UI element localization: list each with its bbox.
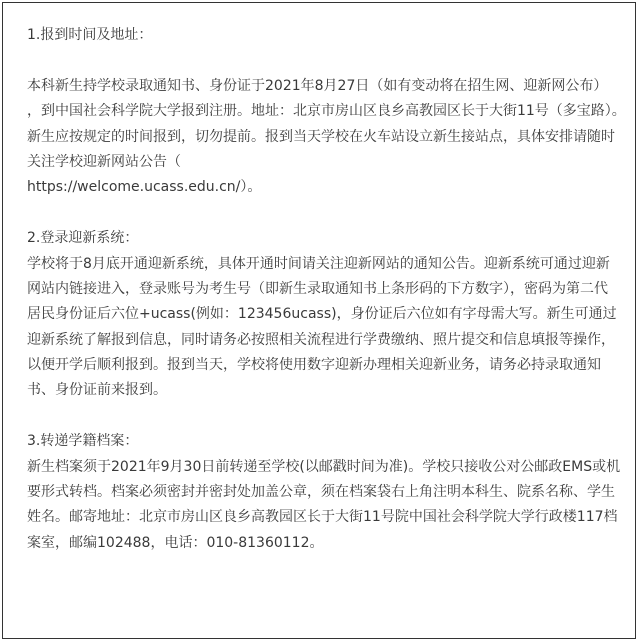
paragraph-line: 书、身份证前来报到。 [27,382,167,399]
spacer [27,48,621,73]
welcome-url: https://welcome.ucass.edu.cn/）。 [27,179,262,196]
section-heading: 3.转递学籍档案： [27,433,139,450]
spacer [27,404,621,429]
document-body [27,23,626,556]
paragraph-line: ，到中国社会科学院大学报到注册。地址：北京市房山区良乡高教园区长于大街11号（多宝路）。 [27,103,626,120]
paragraph-line: 居民身份证后六位+ucass(例如：123456ucass)，身份证后六位如有字母需大写。新生可通过 [27,306,617,323]
paragraph-line: 要形式转档。档案必须密封并密封处加盖公章，须在档案袋右上角注明本科生、院系名称、学生 [27,484,615,501]
spacer [27,201,621,226]
section-heading: 2.登录迎新系统： [27,230,139,247]
paragraph-line: 网站内链接进入，登录账号为考生号（即新生录取通知书上条形码的下方数字），密码为第二代 [27,280,608,297]
paragraph-line: 关注学校迎新网站公告（ [27,153,181,170]
paragraph-line: 新生应按规定的时间报到，切勿提前。报到当天学校在火车站设立新生接站点，具体安排请随时 [27,128,615,145]
paragraph-line: 案室，邮编102488，电话：010-81360112。 [27,534,324,551]
paragraph-line: 新生档案须于2021年9月30日前转递至学校(以邮戳时间为准)。学校只接收公对公邮政EMS或机 [27,458,621,475]
section-registration [27,23,626,201]
paragraph-line: 以便开学后顺利报到。报到当天，学校将使用数字迎新办理相关迎新业务，请务必持录取通知 [27,357,601,374]
section-login [27,226,621,404]
section-heading: 1.报到时间及地址： [27,27,153,43]
section-archives [27,429,621,556]
paragraph-line: 学校将于8月底开通迎新系统，具体开通时间请关注迎新网站的通知公告。迎新系统可通过迎新 [27,255,610,272]
paragraph-line: 本科新生持学校录取通知书、身份证于2021年8月27日（如有变动将在招生网、迎新网公布） [27,77,608,94]
document-frame [2,2,636,639]
paragraph-line: 迎新系统了解报到信息，同时请务必按照相关流程进行学费缴纳、照片提交和信息填报等操作， [27,331,615,348]
paragraph-line: 姓名。邮寄地址：北京市房山区良乡高教园区长于大街11号院中国社会科学院大学行政楼117档 [27,509,618,526]
